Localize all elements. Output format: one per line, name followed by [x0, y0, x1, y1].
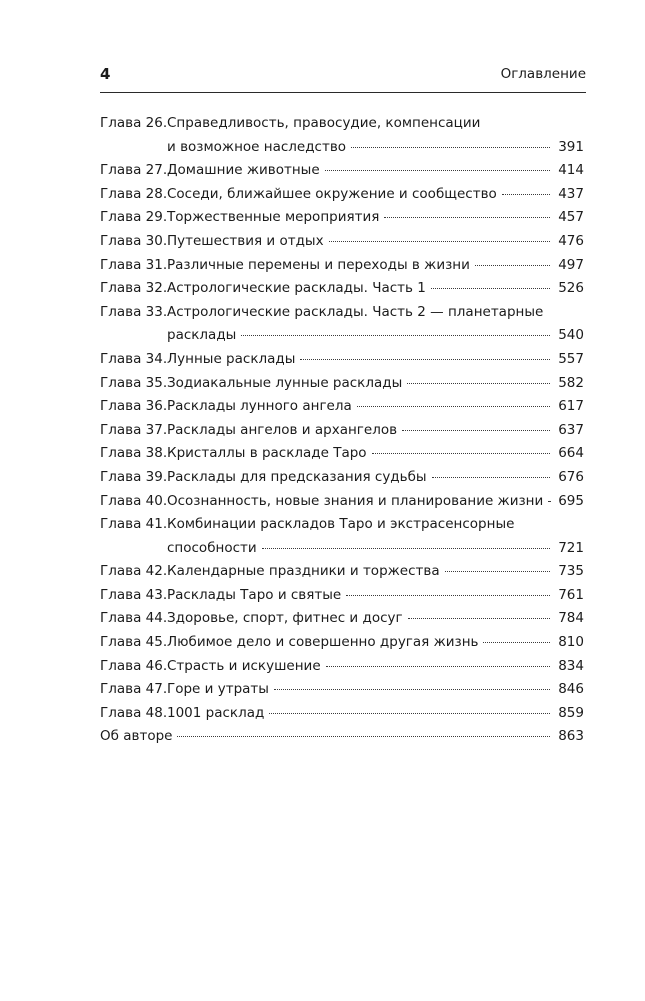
chapter-number: Глава 35.: [100, 374, 168, 391]
chapter-number: Глава 37.: [100, 421, 168, 438]
dot-leader: [502, 194, 550, 195]
chapter-title: Домашние животные: [167, 162, 320, 179]
toc-entry[interactable]: [100, 254, 584, 278]
chapter-number: Глава 39.: [100, 468, 168, 485]
page-ref: 457: [558, 209, 584, 226]
table-of-contents: [100, 112, 584, 749]
chapter-title: Любимое дело и совершенно другая жизнь: [167, 634, 479, 651]
toc-line: [100, 419, 584, 443]
toc-entry[interactable]: [100, 419, 584, 443]
page-ref: 676: [558, 468, 584, 485]
toc-line: [100, 395, 584, 419]
page-ref: 582: [558, 374, 584, 391]
page-ref: 810: [558, 634, 584, 651]
dot-leader: [407, 383, 550, 384]
toc-entry[interactable]: [100, 301, 584, 348]
chapter-number: Глава 47.: [100, 681, 168, 698]
chapter-number: Глава 32.: [100, 280, 168, 297]
toc-line: [100, 206, 584, 230]
chapter-title: Расклады ангелов и архангелов: [167, 421, 398, 438]
chapter-title: и возможное наследство: [167, 138, 347, 155]
page-ref: 391: [558, 138, 584, 155]
toc-entry[interactable]: [100, 513, 584, 560]
chapter-number: Глава 28.: [100, 185, 168, 202]
dot-leader: [384, 217, 550, 218]
chapter-number: Глава 42.: [100, 563, 168, 580]
page-ref: 721: [558, 539, 584, 556]
toc-line: [100, 301, 584, 325]
chapter-number: Глава 30.: [100, 232, 168, 249]
page-ref: 784: [558, 610, 584, 627]
page-ref: 695: [558, 492, 584, 509]
toc-entry[interactable]: [100, 702, 584, 726]
toc-entry[interactable]: [100, 725, 584, 749]
page-ref: 637: [558, 421, 584, 438]
toc-line: [100, 631, 584, 655]
page-ref: 526: [558, 280, 584, 297]
dot-leader: [262, 548, 550, 549]
chapter-number: Глава 41.: [100, 516, 168, 533]
toc-line: [100, 442, 584, 466]
toc-entry[interactable]: [100, 395, 584, 419]
chapter-title: расклады: [167, 327, 237, 344]
toc-entry[interactable]: [100, 655, 584, 679]
toc-line: [100, 537, 584, 561]
chapter-number: Глава 38.: [100, 445, 168, 462]
chapter-title: Об авторе: [100, 728, 173, 745]
dot-leader: [326, 666, 550, 667]
chapter-title: 1001 расклад: [167, 704, 265, 721]
chapter-number: Глава 45.: [100, 634, 168, 651]
toc-line: [100, 372, 584, 396]
chapter-title: Комбинации раскладов Таро и экстрасенсорные: [167, 516, 515, 533]
page-ref: 617: [558, 398, 584, 415]
chapter-title: Лунные расклады: [167, 350, 296, 367]
chapter-number: Глава 26.: [100, 115, 168, 131]
chapter-number: Глава 33.: [100, 303, 168, 320]
dot-leader: [431, 288, 550, 289]
chapter-title: способности: [167, 539, 257, 556]
dot-leader: [325, 170, 550, 171]
dot-leader: [548, 501, 550, 502]
chapter-title: Расклады лунного ангела: [167, 398, 352, 415]
toc-line: [100, 230, 584, 254]
toc-line: [100, 490, 584, 514]
toc-line: [100, 702, 584, 726]
toc-line: [100, 183, 584, 207]
toc-line: [100, 607, 584, 631]
chapter-title: Путешествия и отдых: [167, 232, 324, 249]
chapter-number: Глава 27.: [100, 162, 168, 179]
toc-entry[interactable]: [100, 631, 584, 655]
toc-entry[interactable]: [100, 560, 584, 584]
toc-entry[interactable]: [100, 466, 584, 490]
page-ref: 761: [558, 586, 584, 603]
toc-entry[interactable]: [100, 277, 584, 301]
running-header: [100, 64, 586, 93]
page-ref: 437: [558, 185, 584, 202]
toc-line: [100, 560, 584, 584]
toc-line: [100, 136, 584, 160]
dot-leader: [329, 241, 550, 242]
toc-line: [100, 324, 584, 348]
chapter-title: Астрологические расклады. Часть 2 — планетарные: [167, 303, 544, 320]
chapter-title: Осознанность, новые знания и планирование жизни: [167, 492, 544, 509]
chapter-number: Глава 31.: [100, 256, 168, 273]
toc-line: [100, 513, 584, 537]
toc-line: [100, 159, 584, 183]
chapter-title: Зодиакальные лунные расклады: [167, 374, 403, 391]
dot-leader: [483, 642, 550, 643]
page-ref: 497: [558, 256, 584, 273]
page-ref: 664: [558, 445, 584, 462]
chapter-title: Горе и утраты: [167, 681, 269, 698]
toc-entry[interactable]: [100, 490, 584, 514]
dot-leader: [346, 595, 550, 596]
page-ref: 834: [558, 657, 584, 674]
dot-leader: [432, 477, 550, 478]
dot-leader: [475, 265, 550, 266]
page-ref: 540: [558, 327, 584, 344]
page-ref: 735: [558, 563, 584, 580]
toc-entry[interactable]: [100, 112, 584, 159]
dot-leader: [269, 713, 550, 714]
toc-entry[interactable]: [100, 607, 584, 631]
page-ref: 476: [558, 232, 584, 249]
chapter-number: Глава 44.: [100, 610, 168, 627]
chapter-title: Здоровье, спорт, фитнес и досуг: [167, 610, 403, 627]
page-ref: 846: [558, 681, 584, 698]
toc-entry[interactable]: [100, 230, 584, 254]
dot-leader: [241, 335, 550, 336]
toc-line: [100, 725, 584, 749]
dot-leader: [274, 689, 550, 690]
running-title: Оглавление: [500, 66, 586, 82]
chapter-title: Различные перемены и переходы в жизни: [167, 256, 470, 273]
dot-leader: [177, 736, 550, 737]
toc-line: [100, 348, 584, 372]
toc-line: [100, 584, 584, 608]
dot-leader: [357, 406, 550, 407]
chapter-title: Астрологические расклады. Часть 1: [167, 280, 426, 297]
toc-line: [100, 112, 584, 136]
chapter-number: Глава 34.: [100, 350, 168, 367]
page-ref: 557: [558, 350, 584, 367]
chapter-title: Торжественные мероприятия: [167, 209, 380, 226]
chapter-number: Глава 43.: [100, 586, 168, 603]
dot-leader: [372, 453, 550, 454]
chapter-title: Соседи, ближайшее окружение и сообщество: [167, 185, 497, 202]
toc-entry[interactable]: [100, 159, 584, 183]
page-ref: 859: [558, 704, 584, 721]
chapter-title: Календарные праздники и торжества: [167, 563, 440, 580]
toc-line: [100, 655, 584, 679]
chapter-number: Глава 40.: [100, 492, 168, 509]
toc-entry[interactable]: [100, 206, 584, 230]
chapter-title: Справедливость, правосудие, компенсации: [167, 115, 481, 131]
toc-line: [100, 254, 584, 278]
dot-leader: [408, 618, 550, 619]
toc-entry[interactable]: [100, 442, 584, 466]
dot-leader: [351, 147, 550, 148]
toc-entry[interactable]: [100, 584, 584, 608]
page-ref: 414: [558, 162, 584, 179]
dot-leader: [402, 430, 550, 431]
chapter-number: Глава 36.: [100, 398, 168, 415]
chapter-number: Глава 46.: [100, 657, 168, 674]
toc-line: [100, 678, 584, 702]
toc-entry[interactable]: [100, 183, 584, 207]
page-ref: 863: [558, 728, 584, 745]
toc-entry[interactable]: [100, 372, 584, 396]
chapter-title: Кристаллы в раскладе Таро: [167, 445, 367, 462]
page-number: 4: [100, 65, 111, 83]
chapter-title: Расклады для предсказания судьбы: [167, 468, 427, 485]
chapter-number: Глава 29.: [100, 209, 168, 226]
toc-line: [100, 277, 584, 301]
toc-entry[interactable]: [100, 678, 584, 702]
dot-leader: [300, 359, 550, 360]
chapter-title: Страсть и искушение: [167, 657, 321, 674]
dot-leader: [445, 571, 550, 572]
chapter-title: Расклады Таро и святые: [167, 586, 342, 603]
toc-entry[interactable]: [100, 348, 584, 372]
toc-line: [100, 466, 584, 490]
chapter-number: Глава 48.: [100, 704, 168, 721]
